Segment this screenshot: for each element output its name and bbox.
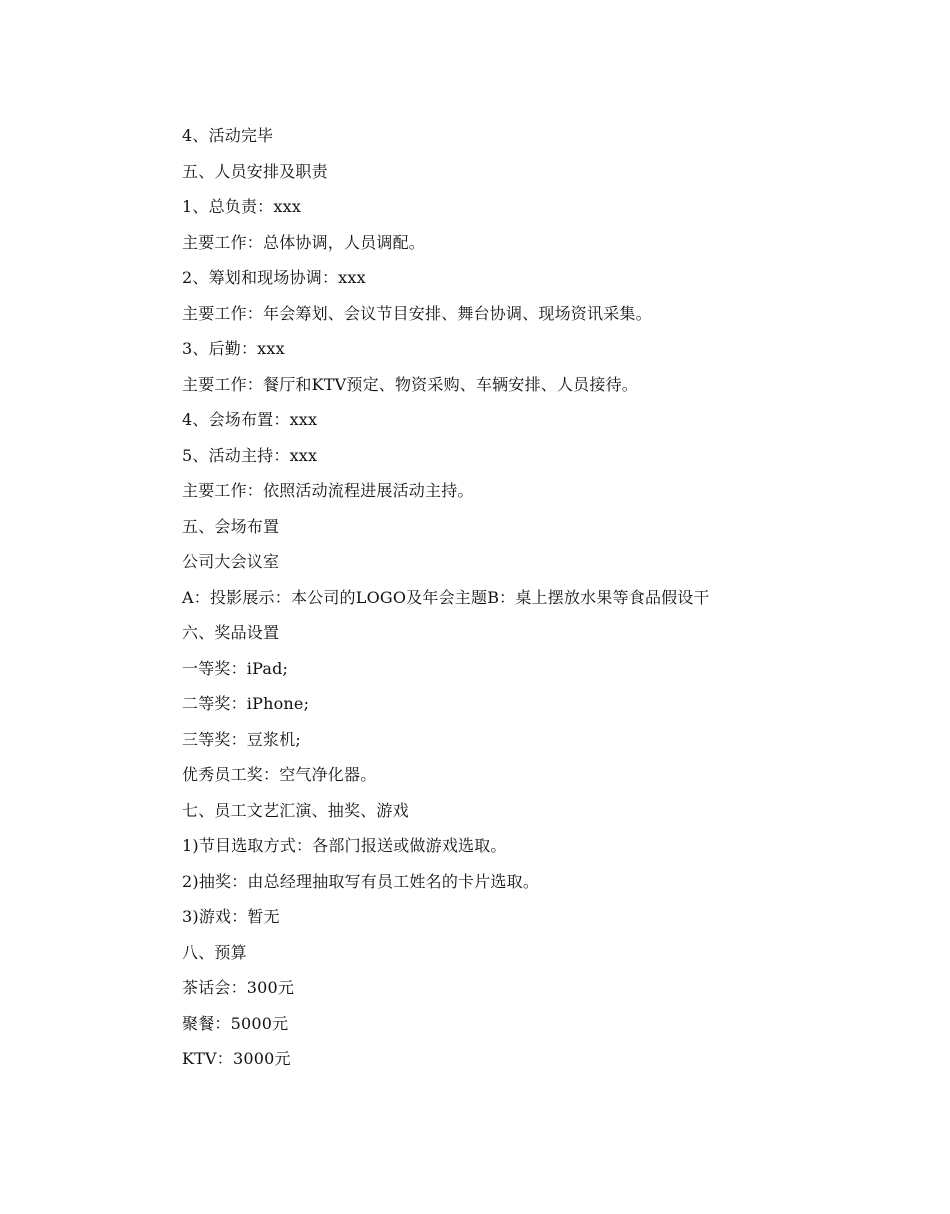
text-line: 一等奖：iPad;: [182, 658, 289, 678]
section-heading: 七、员工文艺汇演、抽奖、游戏: [182, 800, 409, 820]
text-line: 2、筹划和现场协调：xxx: [182, 268, 366, 287]
text-line: 5、活动主持：xxx: [182, 445, 318, 465]
text-line: 1)节目选取方式：各部门报送或做游戏选取。: [182, 836, 507, 855]
text-line: 主要工作：总体协调，人员调配。: [182, 232, 426, 252]
text-line: KTV：3000元: [182, 1049, 291, 1068]
text-line: 三等奖：豆浆机;: [182, 729, 301, 749]
text-line: 主要工作：依照活动流程进展活动主持。: [182, 481, 474, 500]
text-line: 3、后勤：xxx: [182, 339, 285, 358]
text-line: 二等奖：iPhone;: [182, 694, 310, 713]
section-heading: 五、人员安排及职责: [182, 161, 328, 181]
section-heading: 五、会场布置: [182, 516, 280, 536]
text-line: 1、总负责：xxx: [182, 197, 302, 216]
text-line: 茶话会：300元: [182, 978, 295, 997]
section-heading: 八、预算: [182, 942, 247, 962]
text-line: A：投影展示：本公司的LOGO及年会主题B：桌上摆放水果等食品假设干: [182, 587, 710, 607]
text-line: 4、活动完毕: [182, 126, 274, 145]
text-line: 公司大会议室: [182, 552, 280, 571]
text-line: 3)游戏：暂无: [182, 907, 280, 926]
text-line: 2)抽奖：由总经理抽取写有员工姓名的卡片选取。: [182, 871, 540, 891]
text-line: 4、会场布置：xxx: [182, 410, 318, 429]
text-line: 聚餐：5000元: [182, 1013, 289, 1033]
section-heading: 六、奖品设置: [182, 623, 280, 642]
text-line: 主要工作：餐厅和KTV预定、物资采购、车辆安排、人员接待。: [182, 374, 638, 394]
text-line: 优秀员工奖：空气净化器。: [182, 765, 377, 784]
document-body: [182, 118, 882, 1077]
text-line: 主要工作：年会筹划、会议节目安排、舞台协调、现场资讯采集。: [182, 303, 652, 323]
